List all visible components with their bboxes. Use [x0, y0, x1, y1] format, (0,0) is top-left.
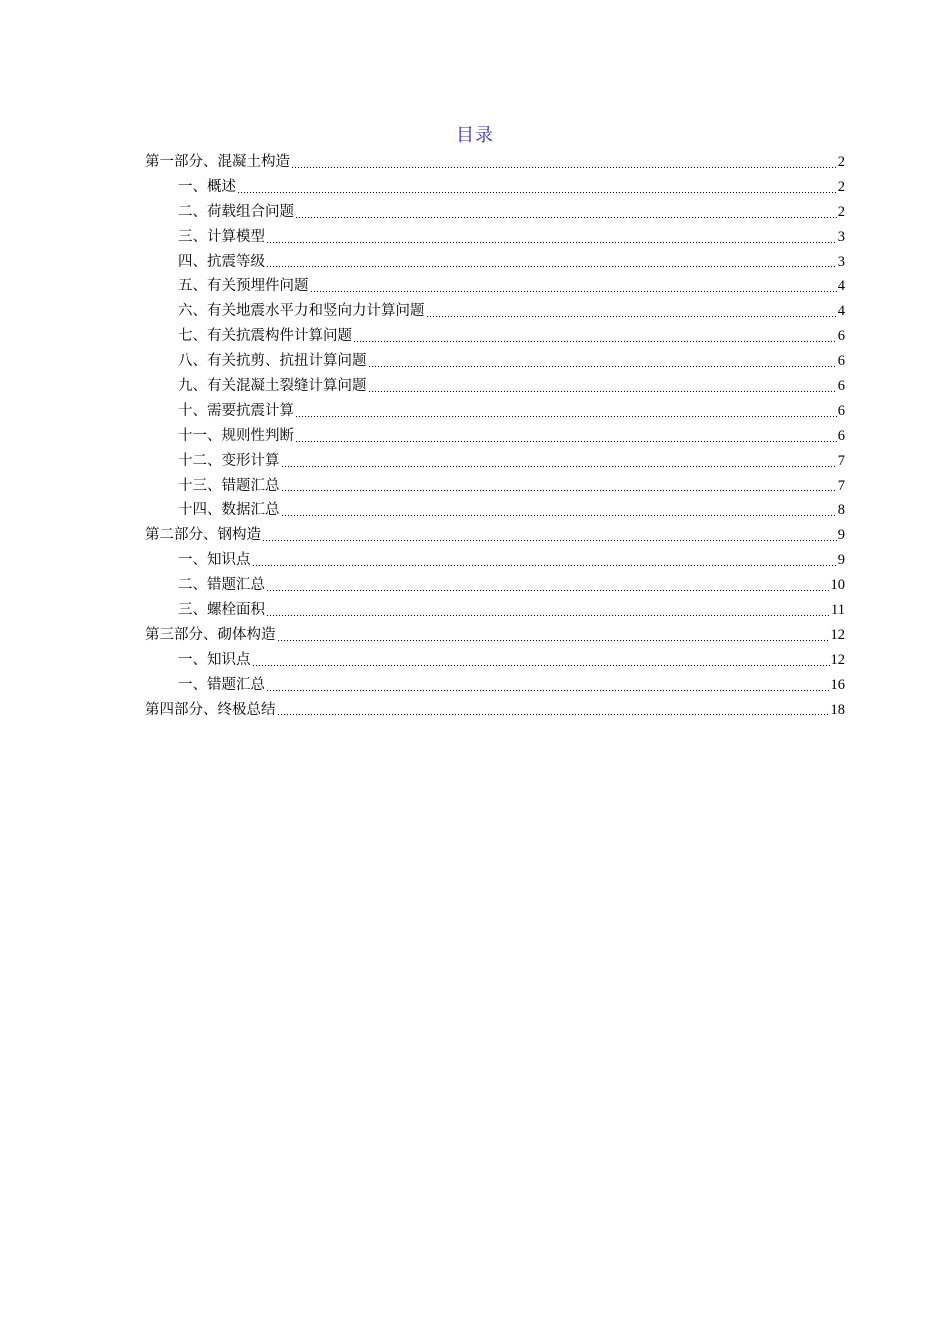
- toc-entry-label: 九、有关混凝土裂缝计算问题: [178, 378, 367, 395]
- toc-entry-label: 一、知识点: [178, 651, 251, 668]
- toc-section-entry[interactable]: [145, 175, 845, 200]
- toc-entry-label: 十二、变形计算: [178, 452, 280, 469]
- toc-dot-leader: [262, 540, 837, 541]
- toc-dot-leader: [266, 242, 837, 243]
- toc-dot-leader: [353, 341, 837, 342]
- toc-entry-page-number: 6: [837, 353, 845, 370]
- toc-entry-label: 八、有关抗剪、抗扭计算问题: [178, 353, 367, 370]
- toc-section-entry[interactable]: [145, 250, 845, 275]
- toc-entry-label: 十一、规则性判断: [178, 427, 294, 444]
- toc-entry-label: 第三部分、砌体构造: [145, 626, 276, 643]
- toc-entry-page-number: 4: [837, 303, 845, 320]
- toc-dot-leader: [368, 391, 837, 392]
- toc-entry-label: 十四、数据汇总: [178, 502, 280, 519]
- toc-section-entry[interactable]: [145, 200, 845, 225]
- toc-title: 目录: [456, 125, 494, 146]
- toc-dot-leader: [252, 565, 837, 566]
- toc-entry-label: 第四部分、终极总结: [145, 701, 276, 718]
- toc-entry-page-number: 18: [830, 701, 845, 718]
- toc-entry-label: 七、有关抗震构件计算问题: [178, 328, 352, 345]
- toc-section-entry[interactable]: [145, 673, 845, 698]
- toc-dot-leader: [281, 490, 837, 491]
- toc-entry-label: 一、错题汇总: [178, 676, 265, 693]
- toc-section-entry[interactable]: [145, 548, 845, 573]
- toc-entry-page-number: 12: [830, 626, 845, 643]
- toc-entry-label: 二、荷载组合问题: [178, 203, 294, 220]
- toc-entry-label: 十、需要抗震计算: [178, 402, 294, 419]
- toc-dot-leader: [295, 217, 837, 218]
- toc-part-entry[interactable]: [145, 523, 845, 548]
- toc-entry-page-number: 6: [837, 402, 845, 419]
- toc-dot-leader: [426, 316, 837, 317]
- toc-entry-label: 三、螺栓面积: [178, 602, 265, 619]
- toc-dot-leader: [295, 416, 837, 417]
- toc-entry-page-number: 6: [837, 427, 845, 444]
- toc-section-entry[interactable]: [145, 324, 845, 349]
- toc-entry-page-number: 10: [830, 577, 845, 594]
- toc-entry-page-number: 8: [837, 502, 845, 519]
- toc-dot-leader: [277, 714, 830, 715]
- toc-entry-label: 一、知识点: [178, 552, 251, 569]
- toc-entry-page-number: 3: [837, 228, 845, 245]
- toc-dot-leader: [295, 441, 837, 442]
- toc-dot-leader: [281, 466, 837, 467]
- toc-section-entry[interactable]: [145, 349, 845, 374]
- toc-entry-page-number: 12: [830, 651, 845, 668]
- toc-section-entry[interactable]: [145, 449, 845, 474]
- toc-entry-page-number: 11: [831, 602, 845, 619]
- toc-dot-leader: [368, 366, 837, 367]
- toc-list: [145, 150, 845, 722]
- toc-entry-label: 二、错题汇总: [178, 577, 265, 594]
- toc-entry-page-number: 16: [830, 676, 845, 693]
- toc-entry-label: 五、有关预埋件问题: [178, 278, 309, 295]
- toc-dot-leader: [237, 192, 837, 193]
- toc-entry-page-number: 3: [837, 253, 845, 270]
- toc-dot-leader: [277, 640, 830, 641]
- toc-dot-leader: [266, 266, 837, 267]
- toc-part-entry[interactable]: [145, 623, 845, 648]
- toc-section-entry[interactable]: [145, 598, 845, 623]
- toc-section-entry[interactable]: [145, 498, 845, 523]
- toc-entry-page-number: 7: [837, 477, 845, 494]
- toc-dot-leader: [252, 665, 830, 666]
- toc-entry-label: 第一部分、混凝土构造: [145, 154, 290, 170]
- toc-entry-label: 六、有关地震水平力和竖向力计算问题: [178, 303, 425, 320]
- toc-section-entry[interactable]: [145, 474, 845, 499]
- toc-dot-leader: [281, 515, 837, 516]
- toc-entry-page-number: 6: [837, 328, 845, 345]
- toc-dot-leader: [266, 690, 830, 691]
- toc-dot-leader: [310, 291, 837, 292]
- toc-entry-page-number: 9: [837, 527, 845, 544]
- toc-entry-page-number: 7: [837, 452, 845, 469]
- toc-section-entry[interactable]: [145, 648, 845, 673]
- toc-section-entry[interactable]: [145, 374, 845, 399]
- toc-entry-page-number: 6: [837, 378, 845, 395]
- toc-entry-page-number: 2: [837, 203, 845, 220]
- toc-entry-label: 十三、错题汇总: [178, 477, 280, 494]
- toc-part-entry[interactable]: [145, 698, 845, 723]
- toc-entry-label: 三、计算模型: [178, 228, 265, 245]
- toc-section-entry[interactable]: [145, 274, 845, 299]
- toc-dot-leader: [266, 590, 830, 591]
- toc-entry-page-number: 2: [837, 178, 845, 195]
- toc-part-entry[interactable]: [145, 150, 845, 175]
- toc-entry-label: 一、概述: [178, 178, 236, 195]
- toc-section-entry[interactable]: [145, 424, 845, 449]
- toc-section-entry[interactable]: [145, 225, 845, 250]
- toc-entry-label: 四、抗震等级: [178, 253, 265, 270]
- toc-dot-leader: [291, 167, 837, 168]
- toc-section-entry[interactable]: [145, 299, 845, 324]
- toc-dot-leader: [266, 615, 830, 616]
- toc-entry-page-number: 9: [837, 552, 845, 569]
- toc-section-entry[interactable]: [145, 399, 845, 424]
- toc-entry-page-number: 4: [837, 278, 845, 295]
- toc-entry-label: 第二部分、钢构造: [145, 527, 261, 544]
- toc-entry-page-number: 2: [837, 154, 845, 170]
- toc-section-entry[interactable]: [145, 573, 845, 598]
